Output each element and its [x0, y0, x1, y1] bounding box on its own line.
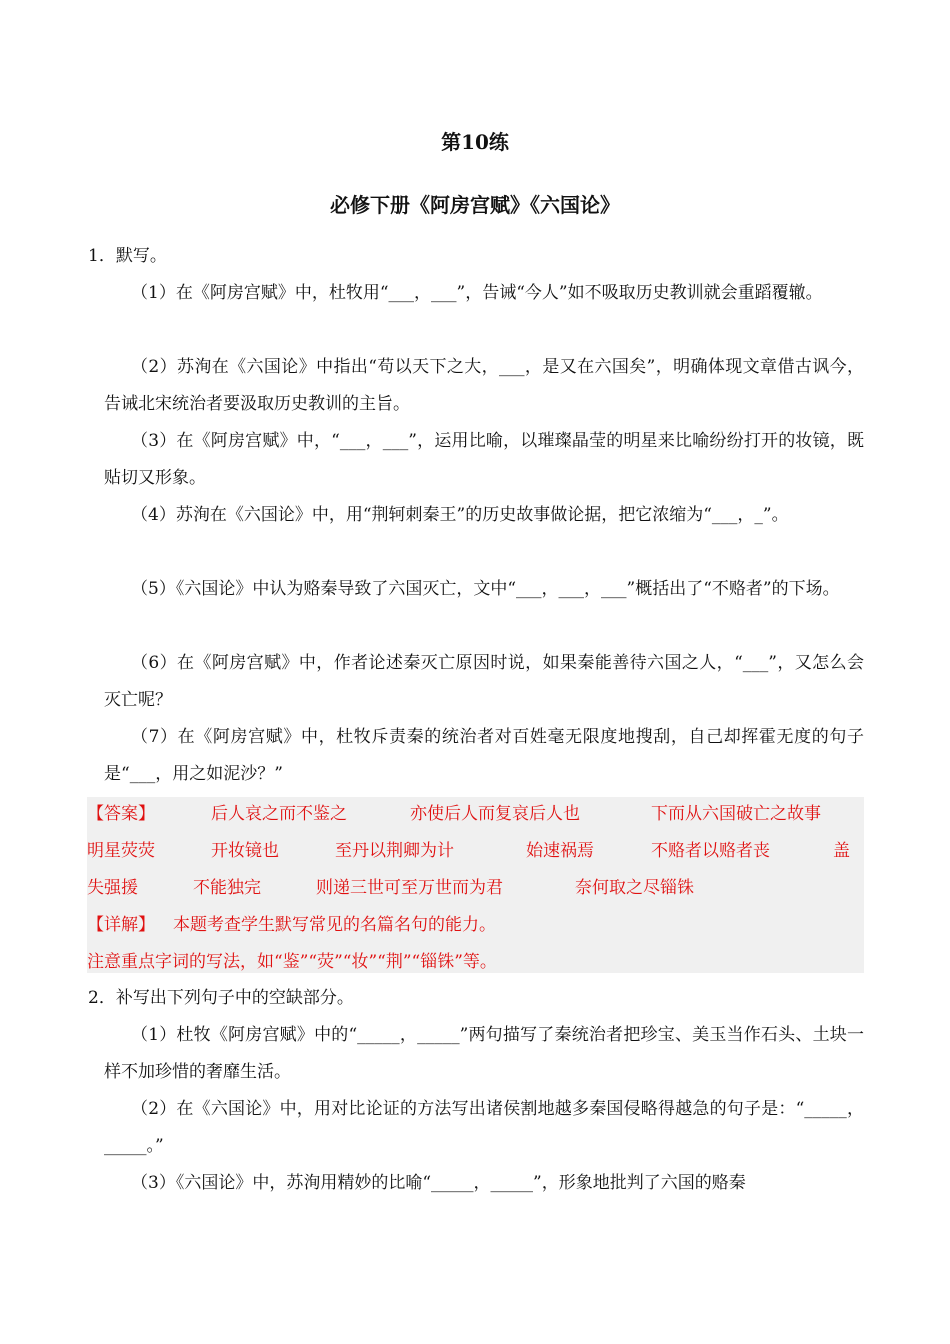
answer-entry: 盖	[833, 841, 850, 861]
answer-entry: 不能独完	[193, 878, 261, 898]
answer-entry: 开妆镜也	[211, 841, 279, 861]
answer-entry: 始速祸焉	[526, 841, 594, 861]
explain-label: 【详解】	[87, 915, 155, 935]
q2-item-1: （1）杜牧《阿房宫赋》中的“_____，_____”两句描写了秦统治者把珍宝、美玉当作石头、土块一样不加珍惜的奢靡生活。	[104, 1025, 864, 1082]
answer-entry: 则递三世可至万世而为君	[316, 878, 503, 898]
answer-entry: 后人哀之而不鉴之	[211, 804, 347, 824]
question-1-heading: 1．默写。	[88, 246, 167, 266]
q1-item-7: （7）在《阿房宫赋》中，杜牧斥责秦的统治者对百姓毫无限度地搜刮，自己却挥霍无度的句子是“___，用之如泥沙？”	[104, 727, 864, 784]
answer-entry: 亦使后人而复哀后人也	[410, 804, 580, 824]
q1-item-3: （3）在《阿房宫赋》中，“___，___”，运用比喻，以璀璨晶莹的明星来比喻纷纷打开的妆镜，既贴切又形象。	[104, 431, 864, 488]
answer-entry: 奈何取之尽锱铢	[575, 878, 694, 898]
answer-entry: 下而从六国破亡之故事	[651, 804, 821, 824]
q1-item-2: （2）苏洵在《六国论》中指出“苟以天下之大，___，是又在六国矣”，明确体现文章借古讽今，告诫北宋统治者要汲取历史教训的主旨。	[104, 357, 864, 414]
q1-item-4: （4）苏洵在《六国论》中，用“荆轲刺秦王”的历史故事做论据，把它浓缩为“___，_”。	[131, 505, 789, 525]
answer-entry: 至丹以荆卿为计	[335, 841, 454, 861]
question-2-heading: 2．补写出下列句子中的空缺部分。	[88, 988, 354, 1008]
q1-item-5: （5）《六国论》中认为赂秦导致了六国灭亡，文中“___，___，___”概括出了“不赂者”的下场。	[131, 579, 840, 599]
answer-entry: 明星荧荧	[87, 841, 155, 861]
answer-label: 【答案】	[87, 804, 155, 824]
q2-item-2: （2）在《六国论》中，用对比论证的方法写出诸侯割地越多秦国侵略得越急的句子是：“_____，_____。”	[104, 1099, 864, 1156]
lesson-subtitle: 必修下册《阿房宫赋》《六国论》	[330, 193, 620, 217]
q1-item-1: （1）在《阿房宫赋》中，杜牧用“___，___”，告诫“今人”如不吸取历史教训就会重蹈覆辙。	[131, 283, 823, 303]
q2-item-3: （3）《六国论》中，苏洵用精妙的比喻“_____，_____”，形象地批判了六国的赂秦	[131, 1173, 746, 1193]
q1-item-6: （6）在《阿房宫赋》中，作者论述秦灭亡原因时说，如果秦能善待六国之人，“___”，又怎么会灭亡呢？	[104, 653, 864, 710]
explain-note: 注意重点字词的写法，如“鉴”“荧”“妆”“荆”“锱铢”等。	[87, 952, 497, 972]
explain-text: 本题考查学生默写常见的名篇名句的能力。	[173, 915, 496, 935]
answer-entry: 失强援	[87, 878, 138, 898]
lesson-title: 第10练	[441, 130, 509, 154]
answer-entry: 不赂者以赂者丧	[651, 841, 770, 861]
